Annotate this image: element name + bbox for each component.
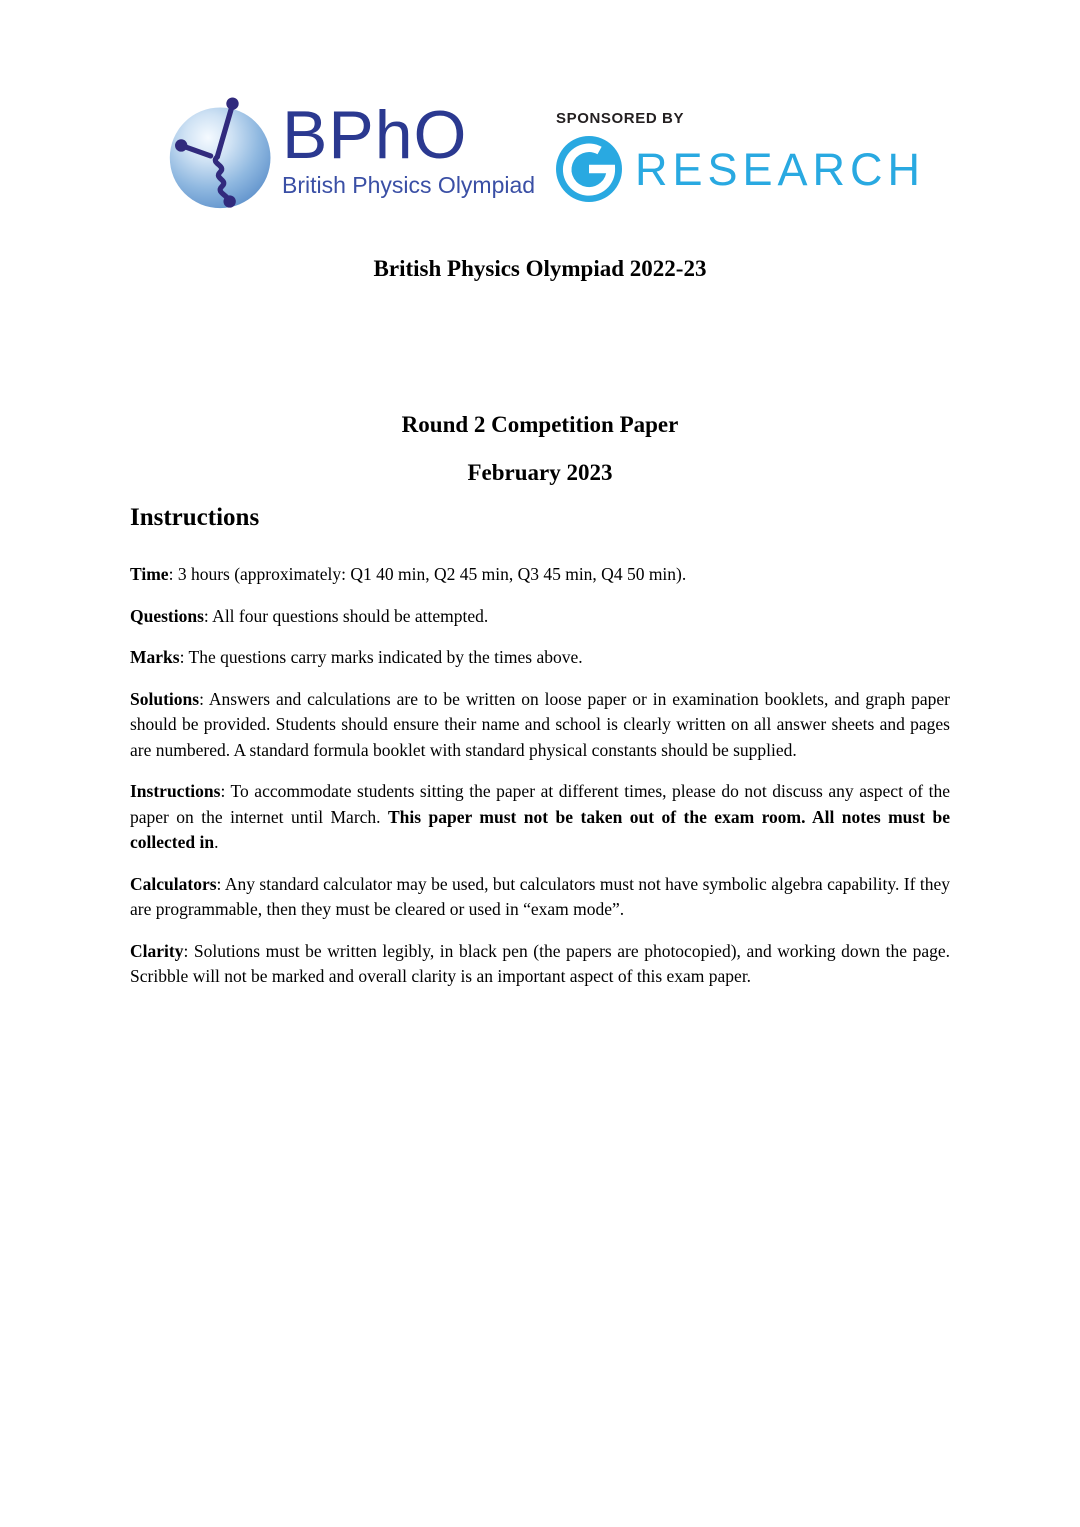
instructions-heading: Instructions [130,504,260,531]
sponsor-block [556,110,925,202]
paragraph-time: Time: 3 hours (approximately: Q1 40 min, Q2 45 min, Q3 45 min, Q4 50 min). [130,564,687,584]
paragraph-questions: Questions: All four questions should be attempted. [130,605,489,626]
paragraph-instructions: Instructions: To accommodate students sitting the paper at different times, please do not discuss any aspect of the paper on the internet until March. This paper must not be taken out of the exam room. All notes must be collected in. [130,781,951,852]
paragraph-marks: Marks: The questions carry marks indicated by the times above. [130,647,583,667]
paragraph-clarity: Clarity: Solutions must be written legibly, in black pen (the papers are photocopied), and working down the page. Scribble will not be marked and overall clarity is an important aspect of this exam paper. [130,940,950,986]
date-title: February 2023 [467,460,613,485]
bpho-sphere-icon [166,94,280,214]
g-research-wordmark: RESEARCH [635,143,926,195]
paragraph-solutions: Solutions: Answers and calculations are to be written on loose paper or in examination booklets, and graph paper should be provided. Students should ensure their name and school is clearly written on all answer sheets and pages are numbered. A standard formula booklet with standard physical constants should be supplied. [130,688,950,760]
page-title: British Physics Olympiad 2022-23 [373,256,707,281]
g-research-icon [556,136,622,202]
sponsored-by-label: SPONSORED BY [556,110,685,127]
g-research-logo [556,136,925,202]
round-title: Round 2 Competition Paper [401,412,679,437]
bpho-logo [166,94,535,214]
instruction-paragraphs [130,562,950,1006]
paragraph-calculators: Calculators: Any standard calculator may be used, but calculators must not have symbolic algebra capability. If they are programmable, then they must be cleared or used in “exam mode”. [130,873,950,919]
bpho-wordmark [282,94,535,197]
bpho-acronym: BPhO [282,97,468,173]
bpho-subtitle: British Physics Olympiad [282,172,536,198]
